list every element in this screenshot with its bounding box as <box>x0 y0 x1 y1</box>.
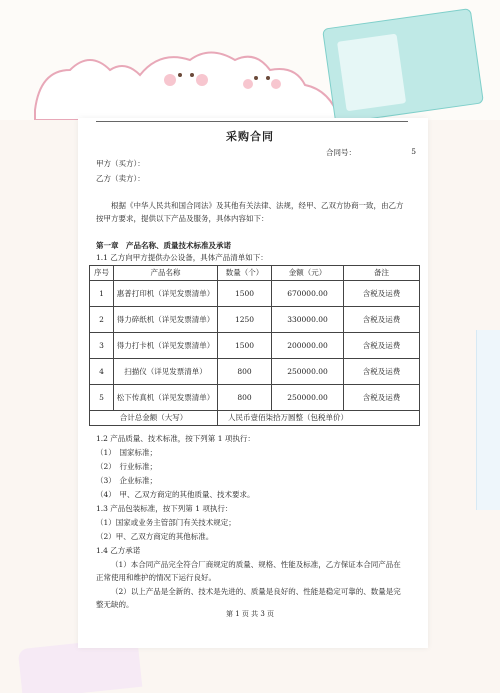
amount: 250000.00 <box>272 385 344 411</box>
contract-number-label: 合同号： <box>326 148 356 157</box>
product-name: 松下传真机（详见发票清单） <box>114 385 218 411</box>
chapter-1-title: 第一章 产品名称、质量技术标准及承诺 <box>96 241 231 250</box>
amount: 200000.00 <box>272 333 344 359</box>
note: 含税及运费 <box>344 333 420 359</box>
row-number: 4 <box>90 359 114 385</box>
amount: 670000.00 <box>272 281 344 307</box>
amount: 330000.00 <box>272 307 344 333</box>
quantity: 800 <box>218 359 272 385</box>
section-1-3: 1.3 产品包装标准，按下列第 1 项执行： <box>96 504 233 513</box>
note: 含税及运费 <box>344 385 420 411</box>
section-1-1: 1.1 乙方向甲方提供办公设备，具体产品清单如下： <box>96 253 268 262</box>
list-item: （1）国家或业务主管部门有关技术规定； <box>96 518 236 527</box>
list-item: （2） 行业标准； <box>96 462 158 471</box>
intro-paragraph: 根据《中华人民共和国合同法》及其他有关法律、法规，经甲、乙双方协商一致，由乙方按甲方要求，提供以下产品及服务，具体内容如下： <box>96 201 404 223</box>
header-rule <box>96 121 408 122</box>
bear-cloud-illustration <box>30 40 350 120</box>
table-row <box>90 333 420 359</box>
section-1-4: 1.4 乙方承诺 <box>96 546 141 555</box>
table-header: 序号 <box>90 266 114 281</box>
quantity: 800 <box>218 385 272 411</box>
product-table <box>89 265 420 426</box>
quantity: 1250 <box>218 307 272 333</box>
note: 含税及运费 <box>344 281 420 307</box>
list-item: （1） 国家标准； <box>96 448 158 457</box>
table-row <box>90 385 420 411</box>
note: 含税及运费 <box>344 359 420 385</box>
table-row <box>90 281 420 307</box>
row-number: 1 <box>90 281 114 307</box>
contract-number <box>326 147 416 158</box>
quantity: 1500 <box>218 333 272 359</box>
list-item: （4） 甲、乙双方商定的其他质量、技术要求。 <box>96 490 255 499</box>
table-header: 产品名称 <box>114 266 218 281</box>
total-value: 人民币壹佰柒拾万圆整（包税单价） <box>218 411 420 426</box>
party-a-label: 甲方（买方）： <box>96 159 145 168</box>
row-number: 5 <box>90 385 114 411</box>
page-footer: 第 1 页 共 3 页 <box>225 610 275 618</box>
row-number: 3 <box>90 333 114 359</box>
table-header: 备注 <box>344 266 420 281</box>
table-row <box>90 359 420 385</box>
commitment-paragraph-2: （2）以上产品是全新的、技术是先进的、质量是良好的、性能是稳定可靠的、数量是完整无缺的。 <box>96 587 401 609</box>
bear-face-left <box>164 74 176 86</box>
amount: 250000.00 <box>272 359 344 385</box>
list-item: （2）甲、乙双方商定的其他标准。 <box>96 532 214 541</box>
product-name: 扫描仪（详见发票清单） <box>114 359 218 385</box>
commitment-paragraph-1: （1）本合同产品完全符合厂商规定的质量、规格、性能及标准，乙方保证本合同产品在正常使用和维护的情况下运行良好。 <box>96 560 401 582</box>
section-1-2: 1.2 产品质量、技术标准，按下列第 1 项执行： <box>96 434 255 443</box>
row-number: 2 <box>90 307 114 333</box>
table-total-row <box>90 411 420 426</box>
decorative-strip-right <box>476 330 500 510</box>
product-name: 惠普打印机（详见发票清单） <box>114 281 218 307</box>
total-label: 合计总金额（大写） <box>90 411 218 426</box>
table-row <box>90 307 420 333</box>
party-b-label: 乙方（卖方）： <box>96 174 145 183</box>
contract-number-value: 5 <box>411 147 416 156</box>
list-item: （3） 企业标准； <box>96 476 158 485</box>
table-header: 金额（元） <box>272 266 344 281</box>
note: 含税及运费 <box>344 307 420 333</box>
product-name: 得力碎纸机（详见发票清单） <box>114 307 218 333</box>
product-name: 得力打卡机（详见发票清单） <box>114 333 218 359</box>
document-title: 采购合同 <box>226 130 274 143</box>
table-header: 数量（个） <box>218 266 272 281</box>
quantity: 1500 <box>218 281 272 307</box>
table-header-row <box>90 266 420 281</box>
